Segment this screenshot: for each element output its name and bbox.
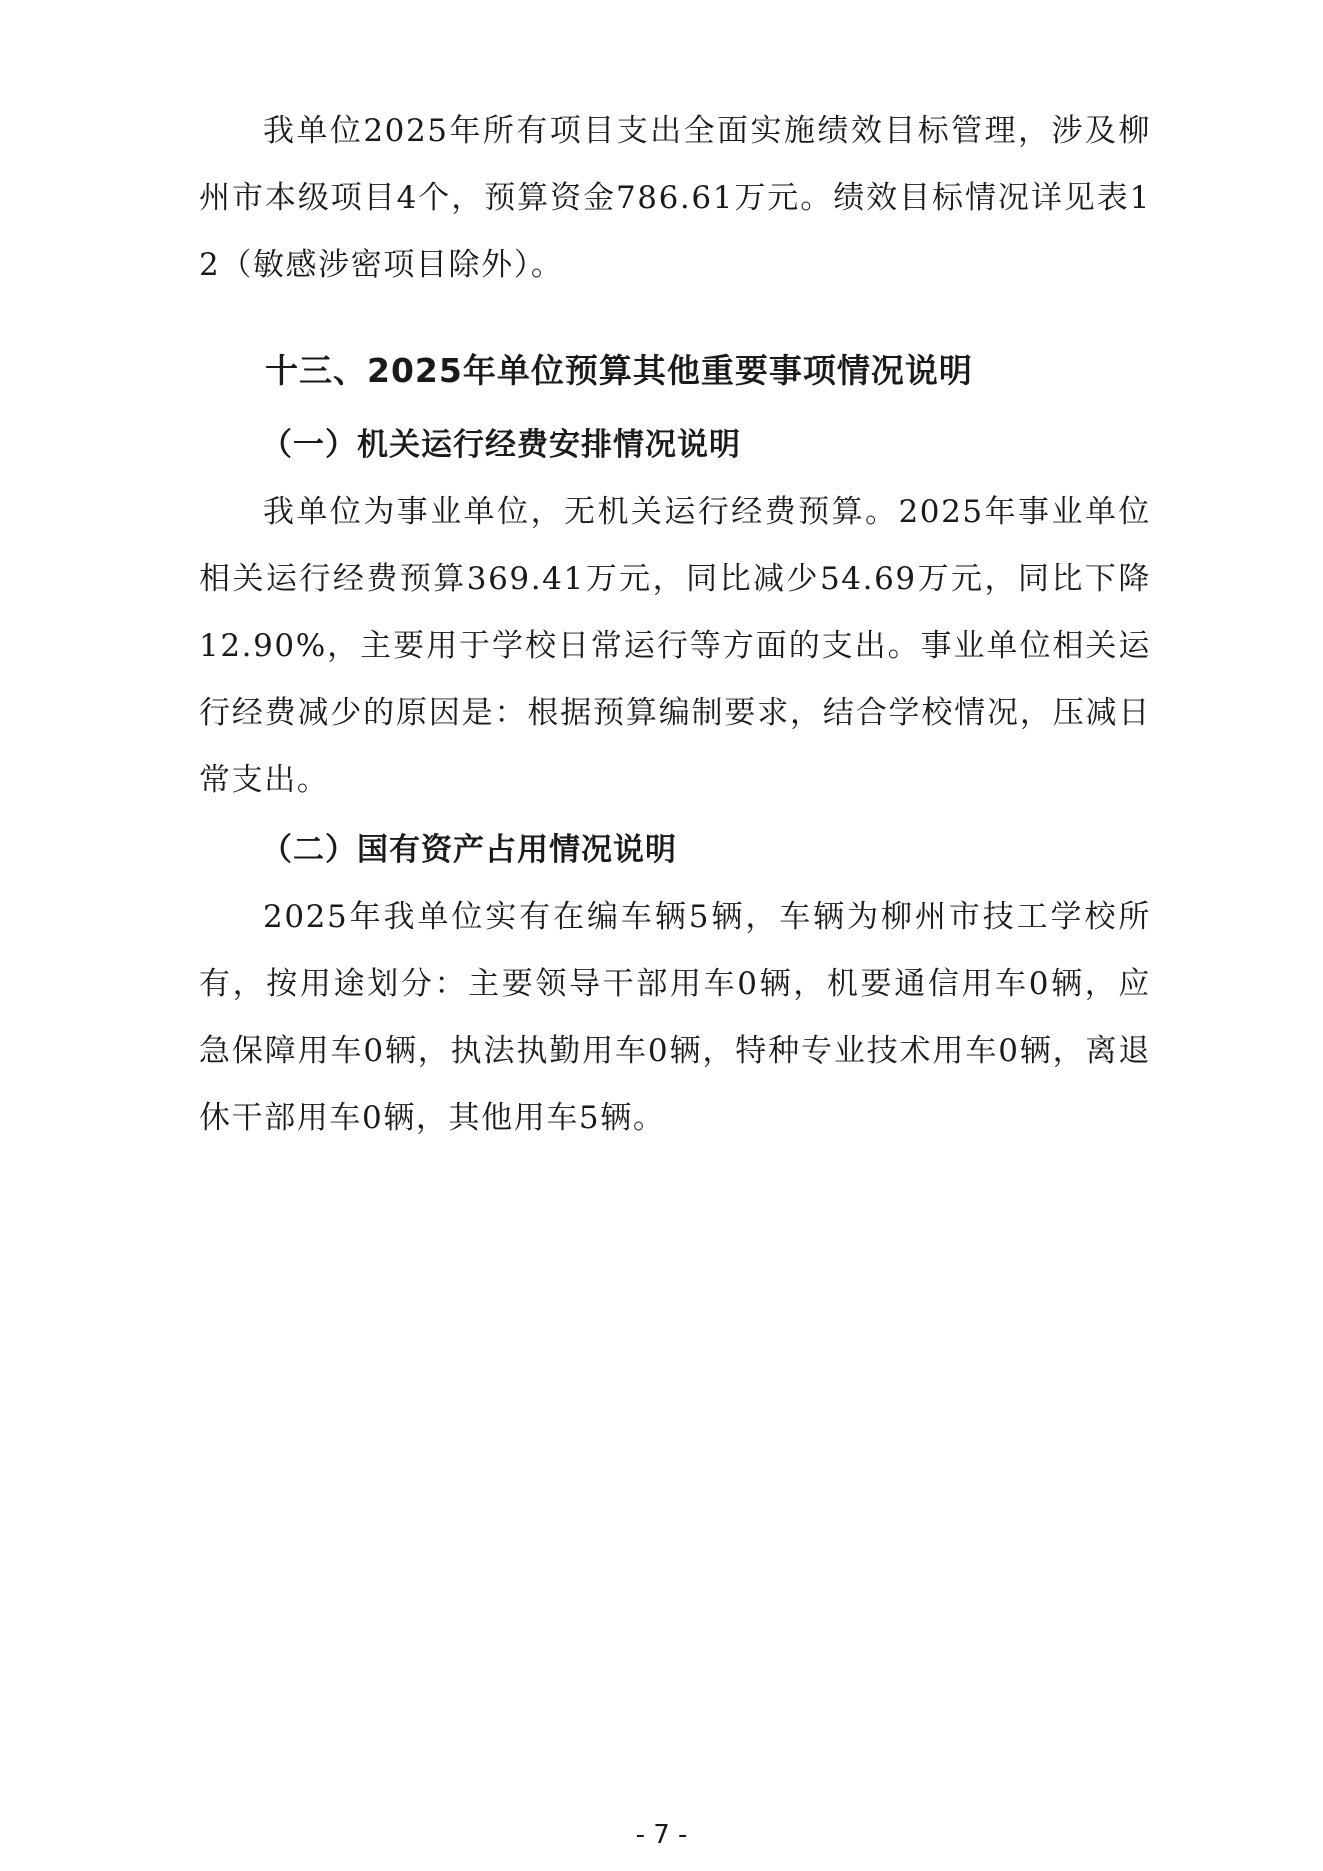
- state-assets-paragraph: 2025年我单位实有在编车辆5辆，车辆为柳州市技工学校所有，按用途划分：主要领导干部用车0辆，机要通信用车0辆，应急保障用车0辆，执法执勤用车0辆，特种专业技术用车0辆，离退休干部用车0辆，其他用车5辆。: [199, 899, 1151, 1136]
- page-number: - 7 -: [635, 1820, 688, 1850]
- document-body: [199, 98, 1151, 1152]
- subsection-heading-operating-funds: （一）机关运行经费安排情况说明: [261, 427, 741, 463]
- section-heading-13: 十三、2025年单位预算其他重要事项情况说明: [265, 351, 973, 390]
- subsection-heading-state-assets: （二）国有资产占用情况说明: [261, 832, 677, 868]
- operating-funds-paragraph: 我单位为事业单位，无机关运行经费预算。2025年事业单位相关运行经费预算369.41万元，同比减少54.69万元，同比下降12.90%，主要用于学校日常运行等方面的支出。事业单位相关运行经费减少的原因是：根据预算编制要求，结合学校情况，压减日常支出。: [199, 494, 1151, 798]
- performance-goals-paragraph: 我单位2025年所有项目支出全面实施绩效目标管理，涉及柳州市本级项目4个，预算资金786.61万元。绩效目标情况详见表12（敏感涉密项目除外）。: [199, 113, 1151, 283]
